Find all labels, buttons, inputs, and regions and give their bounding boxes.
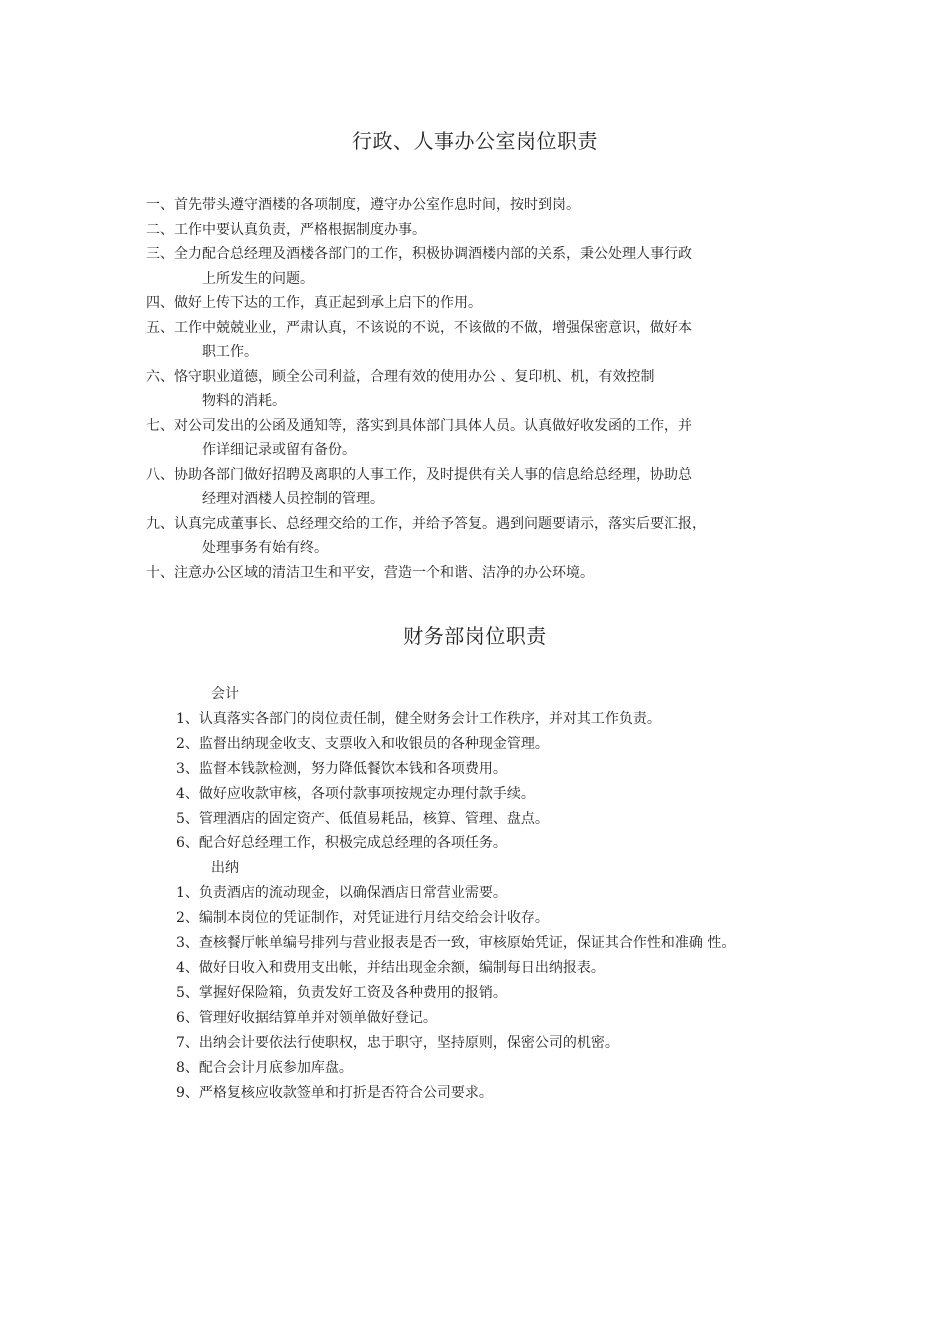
- admin-section-title: 行政、人事办公室岗位职责: [352, 129, 598, 153]
- admin-duty-item: [146, 291, 826, 316]
- admin-duty-item: [146, 316, 826, 365]
- duty-continuation: 上所发生的问题。: [202, 270, 314, 287]
- accountant-duty-item: 5、管理酒店的固定资产、低值易耗品，核算、管理、盘点。: [176, 810, 549, 827]
- cashier-duty-item: 5、掌握好保险箱，负责发好工资及各种费用的报销。: [176, 984, 507, 1001]
- duty-text: 一、首先带头遵守酒楼的各项制度，遵守办公室作息时间，按时到岗。: [146, 197, 580, 213]
- duty-text: 五、工作中兢兢业业，严肃认真，不该说的不说，不该做的不做，增强保密意识，做好本: [146, 319, 692, 336]
- cashier-duty-item: 1、负责酒店的流动现金，以确保酒店日常营业需要。: [176, 885, 507, 902]
- duty-text: 二、工作中要认真负责，严格根据制度办事。: [146, 221, 426, 238]
- cashier-duty-item: 4、做好日收入和费用支出帐，并结出现金余额，编制每日出纳报表。: [176, 959, 605, 976]
- cashier-duty-item: 9、严格复核应收款签单和打折是否符合公司要求。: [176, 1084, 493, 1101]
- duty-text: 九、认真完成董事长、总经理交给的工作，并给予答复。遇到问题要请示，落实后要汇报，: [146, 515, 706, 532]
- admin-duty-item: [146, 463, 826, 512]
- accountant-duty-item: 2、监督出纳现金收支、支票收入和收银员的各种现金管理。: [176, 735, 549, 752]
- admin-duty-item: [146, 512, 826, 561]
- cashier-duty-item: 3、查核餐厅帐单编号排列与营业报表是否一致，审核原始凭证，保证其合作性和准确 性。: [176, 935, 736, 952]
- duty-continuation: 职工作。: [202, 344, 258, 360]
- duty-continuation: 作详细记录或留有备份。: [202, 442, 356, 458]
- finance-duties: [176, 682, 876, 1105]
- admin-duty-item: [146, 218, 826, 243]
- accountant-duty-item: 3、监督本钱款检测，努力降低餐饮本钱和各项费用。: [176, 760, 507, 777]
- admin-duty-item: [146, 365, 826, 414]
- accountant-duty-item: 1、认真落实各部门的岗位责任制，健全财务会计工作秩序，并对其工作负责。: [176, 710, 661, 727]
- finance-section-title: 财务部岗位职责: [403, 624, 547, 648]
- duty-text: 三、全力配合总经理及酒楼各部门的工作，积极协调酒楼内部的关系，秉公处理人事行政: [146, 246, 692, 262]
- duty-continuation: 经理对酒楼人员控制的管理。: [202, 491, 384, 507]
- admin-duty-item: [146, 414, 826, 463]
- duty-text: 七、对公司发出的公函及通知等，落实到具体部门具体人员。认真做好收发函的工作，并: [146, 417, 692, 434]
- duty-continuation: 处理事务有始有终。: [202, 540, 328, 556]
- accountant-duty-item: 6、配合好总经理工作，积极完成总经理的各项任务。: [176, 835, 507, 852]
- admin-duty-item: [146, 561, 826, 586]
- duty-text: 十、注意办公区域的清洁卫生和平安，营造一个和谐、洁净的办公环境。: [146, 564, 594, 581]
- duty-text: 六、恪守职业道德，顾全公司利益，合理有效的使用办公 、复印机、机，有效控制: [146, 368, 655, 385]
- cashier-duty-item: 8、配合会计月底参加库盘。: [176, 1059, 353, 1076]
- accountant-duty-item: 4、做好应收款审核，各项付款事项按规定办理付款手续。: [176, 785, 535, 802]
- cashier-duty-item: 7、出纳会计要依法行使职权，忠于职守，坚持原则，保密公司的机密。: [176, 1034, 619, 1051]
- duty-continuation: 物料的消耗。: [202, 393, 286, 409]
- cashier-duty-item: 2、编制本岗位的凭证制作，对凭证进行月结交给会计收存。: [176, 910, 549, 927]
- accountant-heading: 会计: [211, 686, 239, 702]
- admin-duties-list: [146, 193, 826, 585]
- duty-text: 八、协助各部门做好招聘及离职的人事工作，及时提供有关人事的信息给总经理，协助总: [146, 466, 692, 483]
- duty-text: 四、做好上传下达的工作，真正起到承上启下的作用。: [146, 295, 482, 311]
- admin-duty-item: [146, 193, 826, 218]
- admin-duty-item: [146, 242, 826, 291]
- cashier-duty-item: 6、管理好收据结算单并对领单做好登记。: [176, 1009, 437, 1026]
- cashier-heading: 出纳: [211, 860, 239, 877]
